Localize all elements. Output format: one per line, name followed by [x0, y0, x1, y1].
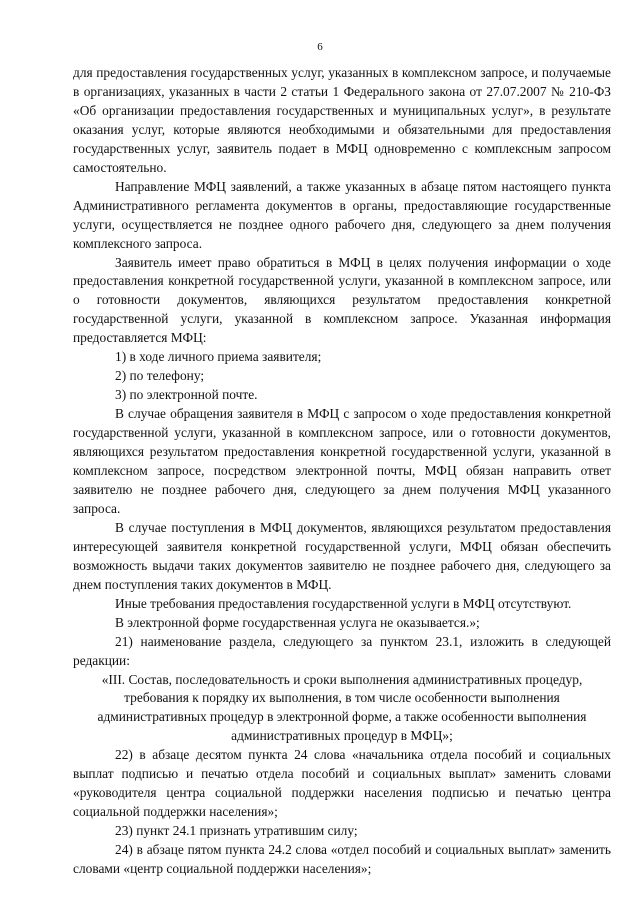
list-item-1: 1) в ходе личного приема заявителя; [115, 349, 322, 365]
paragraph-8: 21) наименование раздела, следующего за пунктом 23.1, изложить в следующей редакции: [73, 633, 611, 668]
paragraph-10: 23) пункт 24.1 признать утратившим силу; [115, 823, 358, 839]
paragraph-1: для предоставления государственных услуг, указанных в комплексном запросе, и получаемые в организациях, указанных в части 2 статьи 1 Федерального закона от 27.07.2007 № 210-ФЗ «Об организации предоставления государственных и муниципальных услуг», в результате оказания услуг, которые являются необходимыми и обязательными для предоставления государственных услуг, заявитель подает в МФЦ одновременно с комплексным запросом самостоятельно. [73, 65, 611, 175]
document-body [73, 64, 611, 879]
paragraph-11: 24) в абзаце пятом пункта 24.2 слова «отдел пособий и социальных выплат» заменить словами «центр социальной поддержки населения»; [73, 842, 611, 877]
paragraph-9: 22) в абзаце десятом пункта 24 слова «начальника отдела пособий и социальных выплат подписью и печатью отдела пособий и социальных выплат» заменить словами «руководителя центра социальной поддержки населения подписью и печатью центра социальной поддержки населения»; [73, 747, 611, 820]
list-item-2: 2) по телефону; [115, 368, 205, 384]
paragraph-3: Заявитель имеет право обратиться в МФЦ в целях получения информации о ходе предоставления конкретной государственной услуги, указанной в комплексном запросе, или о готовности документов, являющихся результатом предоставления конкретной государственной услуги, указанной в комплексном запросе. Указанная информация предоставляется МФЦ: [73, 254, 611, 346]
paragraph-7: В электронной форме государственная услуга не оказывается.»; [115, 614, 480, 630]
paragraph-4: В случае обращения заявителя в МФЦ с запросом о ходе предоставления конкретной государственной услуги, указанной в комплексном запросе, или о готовности документов, являющихся результатом предоставления конкретной государственной услуги, указанной в комплексном запросе, посредством электронной почты, МФЦ обязан направить ответ заявителю не позднее рабочего дня, следующего за днем получения МФЦ указанного запроса. [73, 406, 611, 516]
paragraph-5: В случае поступления в МФЦ документов, являющихся результатом предоставления интересующей заявителя конкретной государственной услуги, МФЦ обязан обеспечить возможность выдачи таких документов заявителю не позднее рабочего дня, следующего за днем поступления таких документов в МФЦ. [73, 519, 611, 592]
paragraph-2: Направление МФЦ заявлений, а также указанных в абзаце пятом настоящего пункта Административного регламента документов в органы, предоставляющие государственные услуги, осуществляется не позднее одного рабочего дня, следующего за днем получения комплексного запроса. [73, 178, 611, 251]
list-item-3: 3) по электронной почте. [115, 387, 258, 403]
paragraph-6: Иные требования предоставления государственной услуги в МФЦ отсутствуют. [115, 595, 572, 611]
page-number: 6 [317, 41, 323, 53]
section-heading-quote: «III. Состав, последовательность и сроки выполнения административных процедур, требования к порядку их выполнения, в том числе особенности выполнения административных процедур в электронной форме, а также особенности выполнения административных процедур в МФЦ»; [97, 671, 587, 744]
